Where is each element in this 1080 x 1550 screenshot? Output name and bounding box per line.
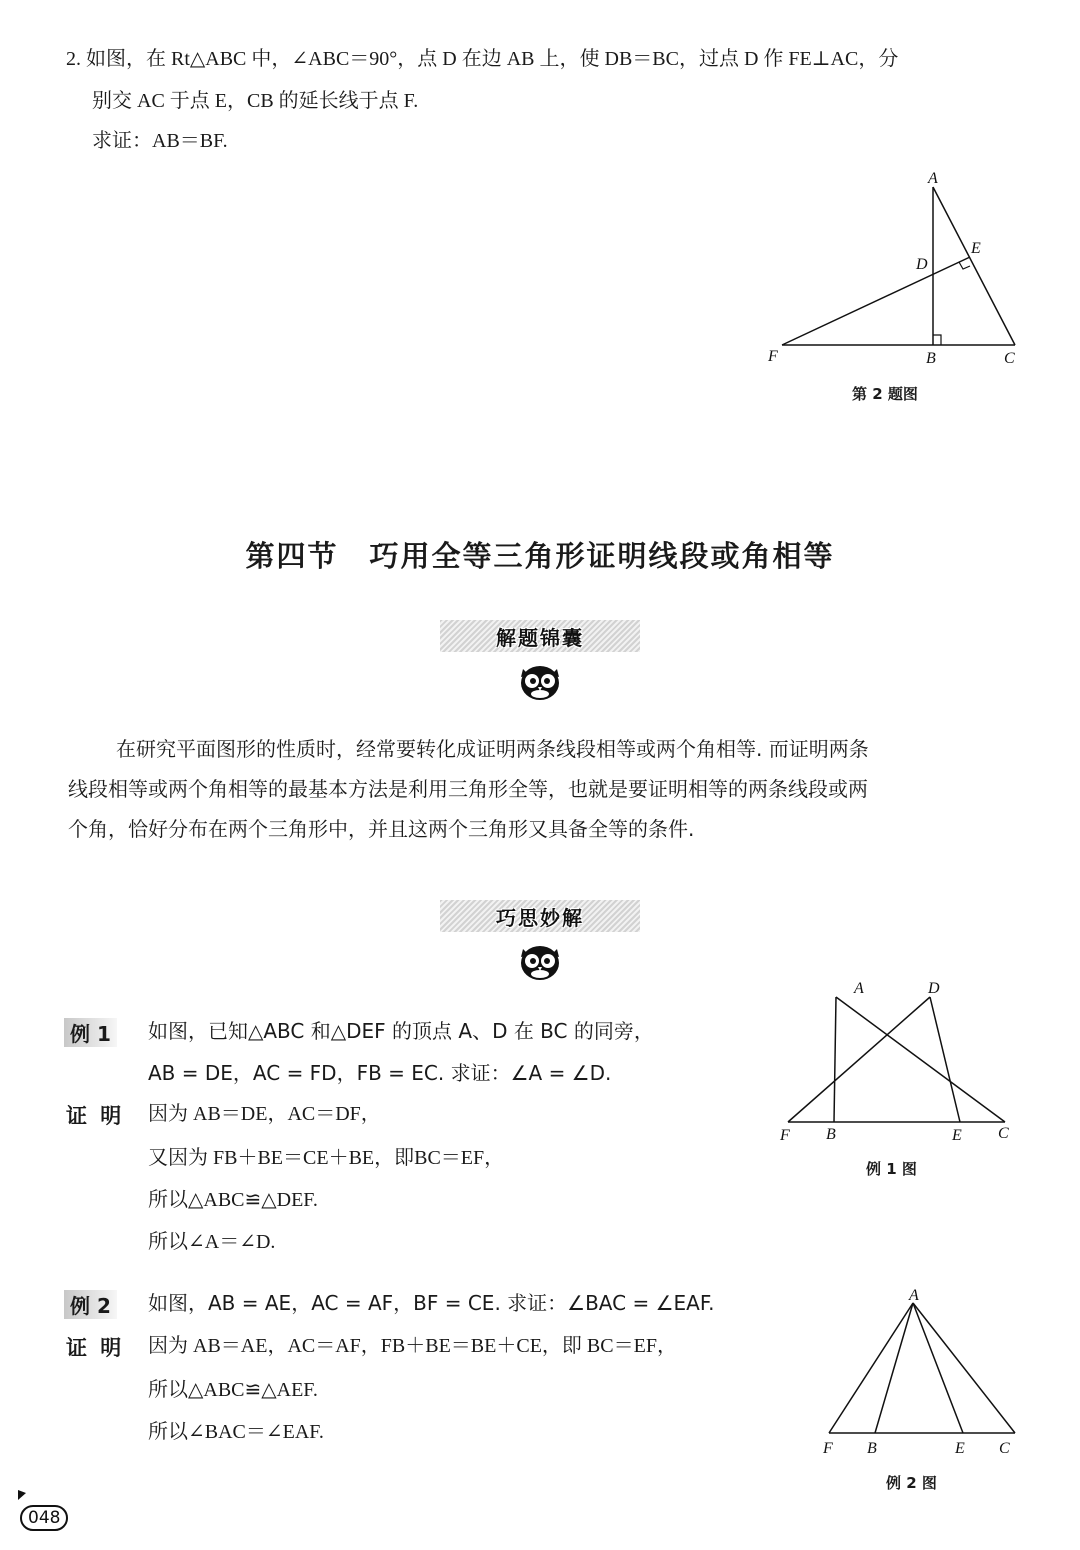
problem2-line3: 求证：AB＝BF. <box>92 130 228 152</box>
problem2-line2: 别交 AC 于点 E，CB 的延长线于点 F. <box>92 90 419 112</box>
intro-line3: 个角，恰好分布在两个三角形中，并且这两个三角形又具备全等的条件. <box>68 817 695 841</box>
label-C: C <box>998 1125 1009 1142</box>
example2-proof1: 因为 AB＝AE，AC＝AF，FB＋BE＝BE＋CE，即 BC＝EF， <box>148 1335 677 1357</box>
page-number: 048 <box>20 1505 68 1531</box>
label-F: F <box>823 1440 833 1457</box>
label-C: C <box>999 1440 1010 1457</box>
example1-proof4: 所以∠A＝∠D. <box>148 1231 276 1253</box>
example2-line1: 如图，AB = AE，AC = AF，BF = CE. 求证：∠BAC = ∠EAF. <box>148 1291 715 1315</box>
problem2-caption: 第 2 题图 <box>852 385 918 403</box>
label-E: E <box>955 1440 965 1457</box>
banner-tips <box>440 620 640 652</box>
label-D: D <box>916 256 928 273</box>
problem2-figure <box>760 165 1030 375</box>
example1-tag: 例 1 <box>64 1018 117 1047</box>
label-B: B <box>826 1126 836 1143</box>
label-F: F <box>768 348 778 365</box>
problem2-line1: 2. 如图，在 Rt△ABC 中，∠ABC＝90°，点 D 在边 AB 上，使 DB＝BC，过点 D 作 FE⊥AC，分 <box>66 48 899 70</box>
banner-solutions <box>440 900 640 932</box>
example1-line2: AB = DE，AC = FD，FB = EC. 求证：∠A = ∠D. <box>148 1061 612 1085</box>
example2-proof3: 所以∠BAC＝∠EAF. <box>148 1421 324 1443</box>
section-title: 第四节 巧用全等三角形证明线段或角相等 <box>245 539 835 573</box>
label-F: F <box>780 1127 790 1144</box>
label-A: A <box>909 1287 919 1304</box>
example2-figure <box>815 1285 1025 1460</box>
label-E: E <box>971 240 981 257</box>
example1-proof3: 所以△ABC≌△DEF. <box>148 1189 318 1211</box>
example1-figure <box>770 975 1030 1150</box>
intro-line2: 线段相等或两个角相等的最基本方法是利用三角形全等，也就是要证明相等的两条线段或两 <box>68 777 868 801</box>
label-C: C <box>1004 350 1015 367</box>
owl-icon <box>517 937 563 983</box>
example2-tag: 例 2 <box>64 1290 117 1319</box>
owl-icon <box>517 657 563 703</box>
intro-line1: 在研究平面图形的性质时，经常要转化成证明两条线段相等或两个角相等. 而证明两条 <box>116 737 869 761</box>
label-A: A <box>854 980 864 997</box>
example1-proof-tag: 证 明 <box>66 1104 125 1128</box>
flag-icon <box>18 1490 26 1500</box>
example1-line1: 如图，已知△ABC 和△DEF 的顶点 A、D 在 BC 的同旁， <box>148 1019 654 1043</box>
label-D: D <box>928 980 940 997</box>
label-A: A <box>928 170 938 187</box>
example2-proof-tag: 证 明 <box>66 1336 125 1360</box>
example2-caption: 例 2 图 <box>886 1474 937 1492</box>
example1-proof1: 因为 AB＝DE，AC＝DF， <box>148 1103 381 1125</box>
example2-proof2: 所以△ABC≌△AEF. <box>148 1379 318 1401</box>
label-B: B <box>926 350 936 367</box>
example1-caption: 例 1 图 <box>866 1160 917 1178</box>
label-E: E <box>952 1127 962 1144</box>
banner-solutions-label: 巧思妙解 <box>496 905 584 930</box>
label-B: B <box>867 1440 877 1457</box>
banner-tips-label: 解题锦囊 <box>496 625 584 650</box>
example1-proof2: 又因为 FB＋BE＝CE＋BE，即BC＝EF， <box>148 1147 505 1169</box>
